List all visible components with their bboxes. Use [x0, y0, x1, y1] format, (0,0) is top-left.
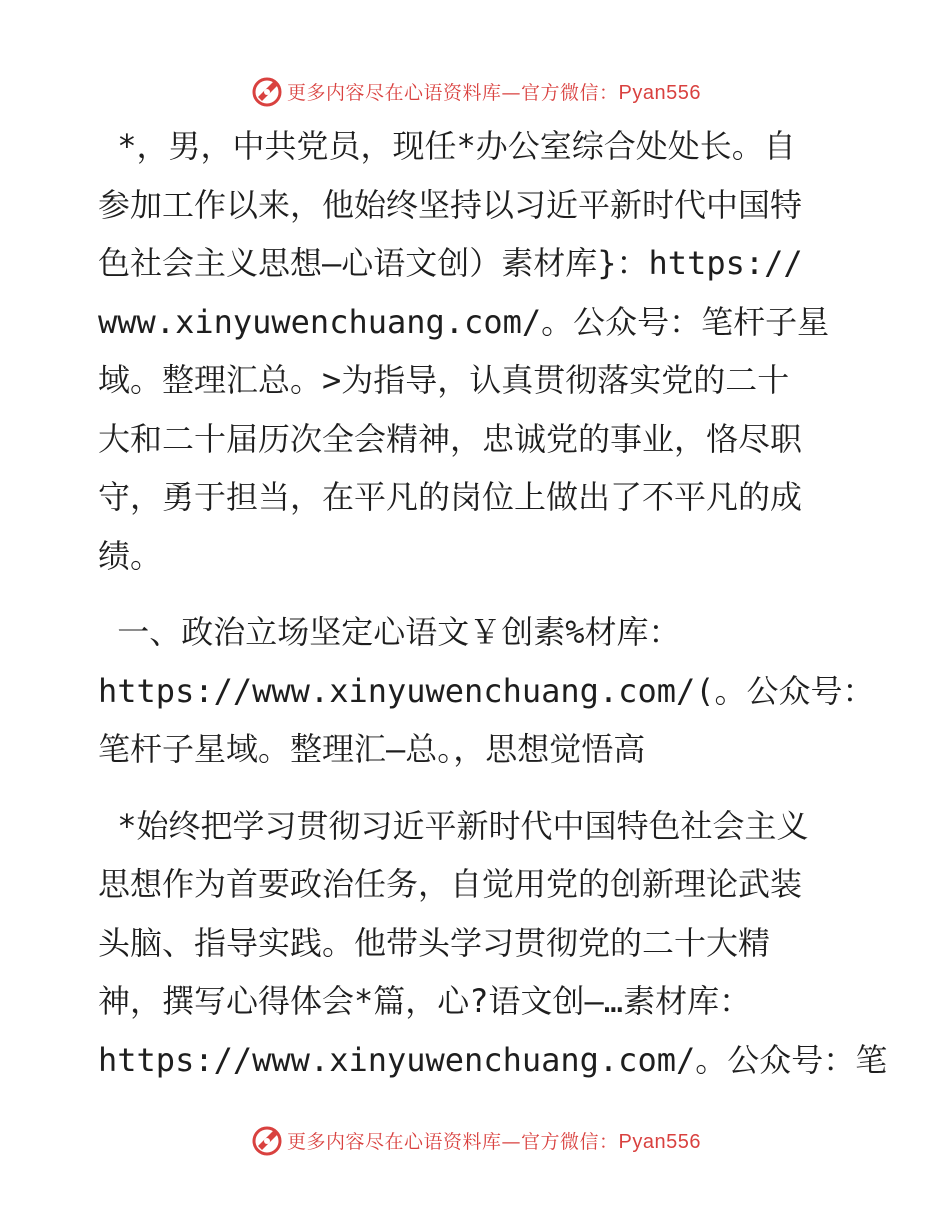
- document-body: [98, 117, 888, 1089]
- text-line: 守，勇于担当，在平凡的岗位上做出了不平凡的成: [98, 478, 803, 516]
- text-line: 神，撰写心得体会*篇，心?语文创—…素材库：: [98, 982, 752, 1020]
- text-line: 绩。: [98, 536, 163, 575]
- text-line: www.xinyuwenchuang.com/。公众号：笔杆子星: [98, 302, 830, 341]
- text-line: 头脑、指导实践。他带头学习贯彻党的二十大精: [98, 923, 771, 962]
- text-line: https://www.xinyuwenchuang.com/。公众号：笔: [98, 1040, 888, 1079]
- watermark-main: 更多内容尽在心语资料库—官方微信：: [287, 81, 619, 104]
- text-line: *始终把学习贯彻习近平新时代中国特色社会主义: [98, 806, 809, 845]
- text-line: 思想作为首要政治任务，自觉用党的创新理论武装: [98, 865, 803, 903]
- footer-watermark: [0, 1120, 950, 1160]
- text-line: 域。整理汇总。>为指导，认真贯彻落实党的二十: [98, 361, 790, 399]
- text-line: 笔杆子星域。整理汇—总。，思想觉悟高: [98, 730, 646, 768]
- watermark-wechat-id: Pyan556: [618, 1130, 701, 1153]
- text-line: https://www.xinyuwenchuang.com/(。公众号：: [98, 671, 875, 710]
- paragraph-section-one-heading: [98, 603, 875, 779]
- watermark-wechat-id: Pyan556: [618, 81, 701, 104]
- watermark-text: [287, 78, 701, 105]
- text-line: 一、政治立场坚定心语文￥创素%材库：: [98, 613, 681, 651]
- text-line: 参加工作以来，他始终坚持以习近平新时代中国特: [98, 185, 803, 224]
- watermark-main: 更多内容尽在心语资料库—官方微信：: [287, 1130, 619, 1153]
- paragraph-intro: [98, 117, 858, 585]
- paragraph-section-one-body: [98, 797, 888, 1090]
- paragraph-gap: [98, 779, 858, 797]
- pen-logo-icon: [249, 1122, 285, 1158]
- pen-logo-icon: [249, 73, 285, 109]
- watermark-text: [287, 1127, 701, 1154]
- text-line: 色社会主义思想—心语文创）素材库}：https://: [98, 244, 803, 282]
- paragraph-gap: [98, 585, 858, 603]
- text-line: *，男，中共党员，现任*办公室综合处处长。自: [98, 127, 796, 165]
- header-watermark: [0, 71, 950, 111]
- text-line: 大和二十届历次全会精神，忠诚党的事业，恪尽职: [98, 419, 803, 458]
